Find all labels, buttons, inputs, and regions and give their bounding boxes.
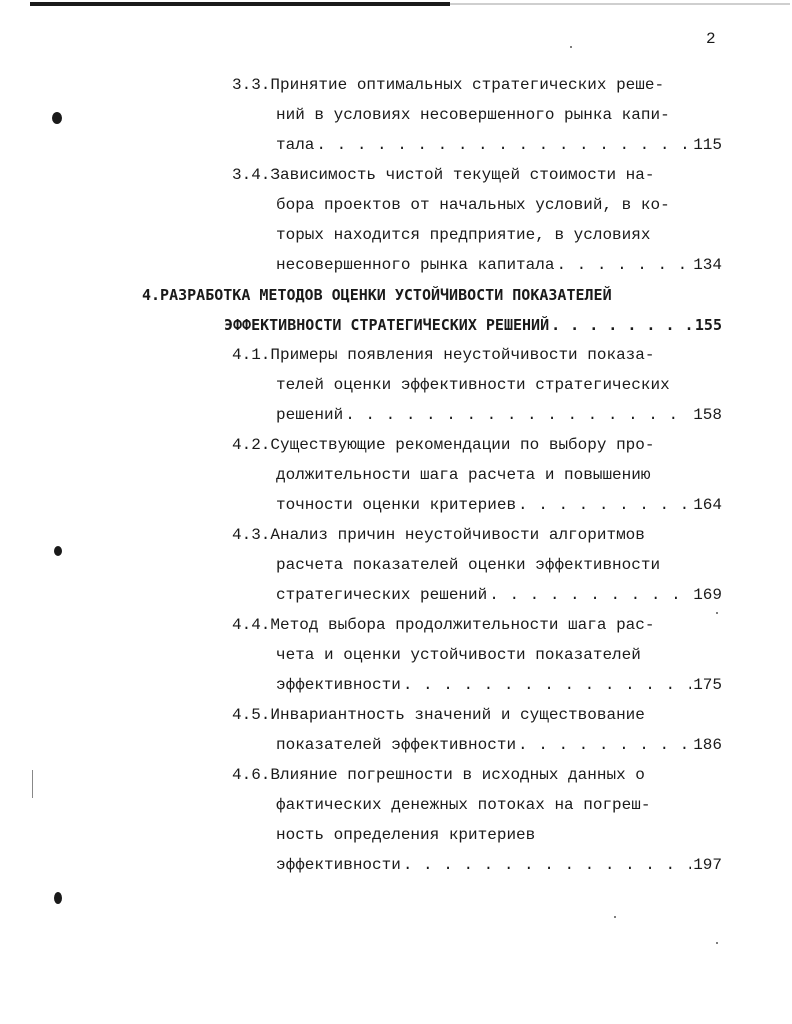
toc-line: телей оценки эффективности стратегических (276, 376, 670, 394)
toc-line: чета и оценки устойчивости показателей (276, 646, 641, 664)
toc-page-number: 164 (693, 496, 722, 514)
toc-line: 4.5.Инвариантность значений и существование (232, 706, 645, 724)
toc-entry-3-4[interactable]: несовершенного рынка капитала . . . 134 (276, 250, 722, 280)
scan-speck (570, 46, 572, 48)
toc-line: 4.6.Влияние погрешности в исходных данных о (232, 766, 645, 784)
top-scan-rule (30, 2, 450, 6)
margin-mark (32, 770, 33, 798)
toc-line: торых находится предприятие, в условиях (276, 226, 651, 244)
toc-line: 4.1.Примеры появления неустойчивости показа- (232, 346, 655, 364)
toc-entry-4-3[interactable]: стратегических решений . . . 169 (276, 580, 722, 610)
toc-page-number: 175 (693, 676, 722, 694)
toc-page-number: 186 (693, 736, 722, 754)
scan-blot (52, 112, 62, 124)
toc-page-number: 158 (693, 406, 722, 424)
toc-entry-3-3[interactable]: тала . . . 115 (276, 130, 722, 160)
toc-line: 3.3.Принятие оптимальных стратегических реше- (232, 76, 665, 94)
toc-page-number: 197 (693, 856, 722, 874)
toc-page-number: 115 (693, 136, 722, 154)
toc-line: расчета показателей оценки эффективности (276, 556, 661, 574)
scan-blot (54, 892, 62, 904)
scan-speck (614, 916, 616, 918)
toc-page-number: 155 (694, 316, 722, 334)
scan-blot (54, 546, 62, 556)
scan-speck (716, 942, 718, 944)
toc-line: фактических денежных потоках на погреш- (276, 796, 651, 814)
toc-page-number: 134 (693, 256, 722, 274)
toc-entry-4-1[interactable]: решений . . . 158 (276, 400, 722, 430)
toc-line: ность определения критериев (276, 826, 536, 844)
toc-line: должительности шага расчета и повышению (276, 466, 651, 484)
toc-line: 4.2.Существующие рекомендации по выбору про- (232, 436, 655, 454)
toc-line: бора проектов от начальных условий, в ко- (276, 196, 670, 214)
toc-entry-4-5[interactable]: показателей эффективности . . . 186 (276, 730, 722, 760)
toc-entry-4-6[interactable]: эффективности . . . 197 (276, 850, 722, 880)
toc-line: 3.4.Зависимость чистой текущей стоимости на- (232, 166, 655, 184)
toc-chapter-heading: 4.РАЗРАБОТКА МЕТОДОВ ОЦЕНКИ УСТОЙЧИВОСТИ ПОКАЗАТЕЛЕЙ (142, 286, 612, 304)
toc-entry-4-4[interactable]: эффективности . . . 175 (276, 670, 722, 700)
toc-line: ний в условиях несовершенного рынка капи- (276, 106, 670, 124)
page-number: 2 (706, 30, 716, 48)
toc-line: 4.3.Анализ причин неустойчивости алгоритмов (232, 526, 645, 544)
toc-entry-4-2[interactable]: точности оценки критериев . . . 164 (276, 490, 722, 520)
toc-page-number: 169 (693, 586, 722, 604)
toc-line: 4.4.Метод выбора продолжительности шага рас- (232, 616, 655, 634)
toc-entry-chapter-4[interactable]: ЭФФЕКТИВНОСТИ СТРАТЕГИЧЕСКИХ РЕШЕНИЙ . . . 155 (224, 310, 722, 340)
top-scan-rule-faint (450, 3, 790, 5)
